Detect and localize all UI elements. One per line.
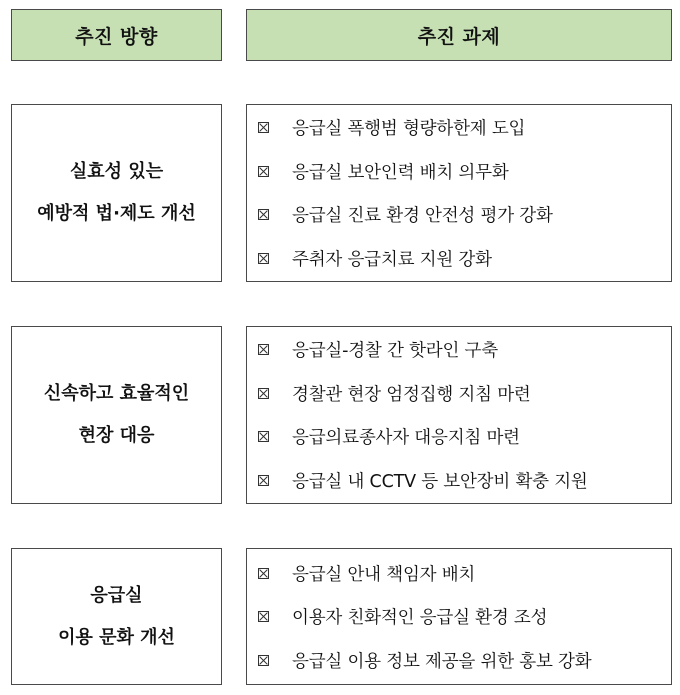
checkbox-x-icon [258,344,269,355]
direction-line: 실효성 있는 [69,161,164,182]
direction-line: 응급실 [90,584,143,606]
task-text: 응급의료종사자 대응지침 마련 [292,428,520,449]
direction-cell-3 [11,548,222,685]
checkbox-x-icon [258,166,269,177]
header-direction [11,9,222,61]
direction-line: 예방적 법·제도 개선 [37,203,196,224]
checkbox-x-icon [258,475,269,486]
task-item [255,459,671,503]
checkbox-x-icon [258,388,269,399]
task-text: 응급실 안내 책임자 배치 [292,564,476,585]
task-item [255,415,671,459]
header-tasks [246,9,672,61]
checkbox-x-icon [258,611,269,622]
task-text: 경찰관 현장 엄정집행 지침 마련 [292,384,531,405]
task-text: 주취자 응급치료 지원 강화 [292,249,492,270]
task-text: 이용자 친화적인 응급실 환경 조성 [292,608,548,628]
task-item [255,150,671,194]
direction-cell-2 [11,326,222,504]
task-text: 응급실 폭행범 형량하한제 도입 [292,119,526,140]
direction-line: 이용 문화 개선 [58,626,175,648]
header-tasks-label: 추진 과제 [417,25,501,48]
checkbox-x-icon [258,209,269,220]
task-item [255,372,671,416]
direction-line: 신속하고 효율적인 [43,383,190,404]
task-text: 응급실 진료 환경 안전성 평가 강화 [292,206,553,227]
checkbox-x-icon [258,122,269,133]
task-cell-1 [246,104,672,282]
task-item [255,638,671,682]
task-text: 응급실 이용 정보 제공을 위한 홍보 강화 [292,651,592,672]
task-item [255,237,671,281]
direction-cell-1 [11,104,222,282]
task-cell-3 [246,548,672,685]
direction-line: 현장 대응 [78,425,155,446]
task-item [255,328,671,372]
task-cell-2 [246,326,672,504]
task-item [255,193,671,237]
task-item [255,106,671,150]
checkbox-x-icon [258,568,269,579]
task-text: 응급실-경찰 간 핫라인 구축 [292,341,498,362]
checkbox-x-icon [258,431,269,442]
task-text: 응급실 보안인력 배치 의무화 [292,162,509,183]
checkbox-x-icon [258,655,269,666]
checkbox-x-icon [258,253,269,264]
task-item [255,551,671,595]
task-item [255,595,671,639]
header-direction-label: 추진 방향 [75,25,158,48]
task-text: 응급실 내 CCTV 등 보안장비 확충 지원 [292,471,588,492]
